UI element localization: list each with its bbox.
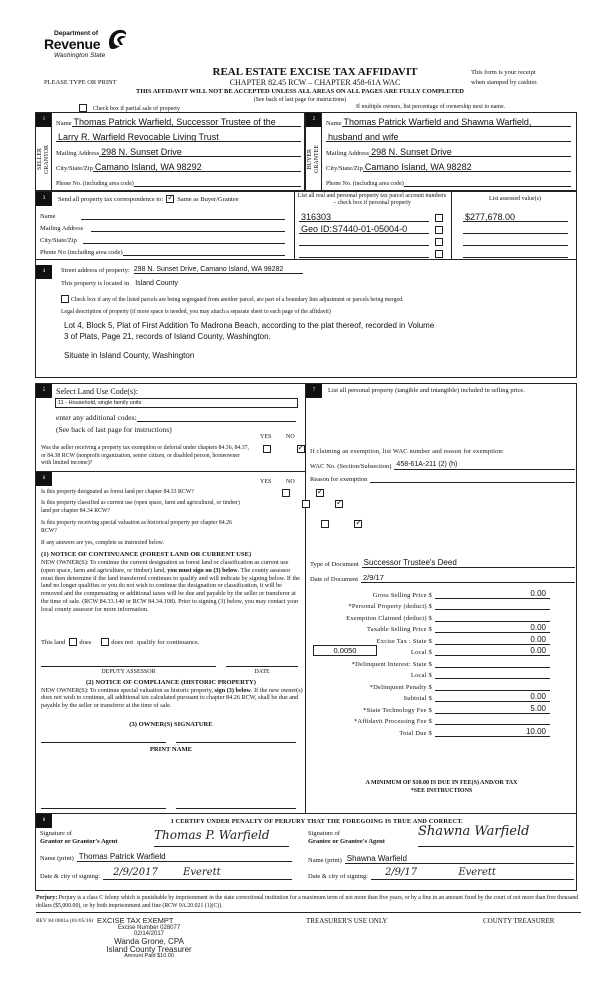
fee-row-state-tax: Excise Tax : State $ 0.00 (340, 633, 550, 645)
corr-mailing-field[interactable] (91, 222, 285, 232)
parcel-number-field[interactable]: Geo ID:S7440-01-05004-0 (299, 224, 429, 234)
grantor-name-field[interactable]: Thomas Patrick Warfield (77, 852, 292, 862)
grantee-name-field[interactable]: Shawna Warfield (345, 854, 574, 864)
form-title: REAL ESTATE EXCISE TAX AFFIDAVIT (212, 66, 418, 78)
parcel-list (294, 192, 577, 260)
corr-name-row: Name (40, 210, 285, 220)
fee-row-delinq-int-state: *Delinquent Interest: State $ (340, 656, 550, 668)
print-name-line-2[interactable] (176, 808, 296, 809)
stamp-line1: EXCISE TAX EXEMPT (97, 916, 174, 925)
assessed-header: List assessed value(s) (489, 196, 541, 202)
seller-phone-row: Phone No. (including area code) (56, 177, 301, 187)
street-address-field[interactable]: 298 N. Sunset Drive, Camano Island, WA 98282 (134, 266, 304, 274)
buyer-mailing-field[interactable]: 298 N. Sunset Drive (369, 147, 571, 157)
exemption-question: Was the seller receiving a property tax exemption or deferral under chapters 84.36, 84.37, or 84.38 RCW (nonprofit organization, senior citizen, or disabled person, homeowner with limited income)? (41, 445, 249, 466)
logo-line3: Washington State (54, 52, 106, 59)
minimum-note: A MINIMUM OF $10.00 IS DUE IN FEE(S) AND/OR TAX (365, 780, 518, 786)
reason-row: Reason for exemption (310, 473, 575, 483)
buyer-city-row: City/State/Zip Camano Island, WA 98282 (326, 162, 571, 172)
stamp-line4: Wanda Grone, CPA (114, 937, 184, 946)
deputy-assessor-label: DEPUTY ASSESSOR (101, 669, 156, 675)
personal-property-checkbox[interactable] (435, 214, 443, 222)
print-name-line[interactable] (41, 808, 166, 809)
seller-mailing-row: Mailing Address 298 N. Sunset Drive (56, 147, 301, 157)
section-number: 6 (36, 472, 52, 486)
fee-value[interactable] (435, 681, 550, 691)
perjury-notice: Perjury: Perjury is a class C felony which is punishable by imprisonment in the state correctional institution for a maximum term of not more than five years, or by a fine in an amount fixed by the court of not more than five thousand dollars ($5,000.00), or by both imprisonment and fine (RCW 9A.20.021 (1)(C)). (36, 895, 581, 913)
logo-line2: Revenue (44, 36, 101, 52)
forest-yes-checkbox[interactable] (282, 489, 290, 497)
fee-value[interactable]: 0.00 (435, 623, 550, 633)
notice-continuance-title: (1) NOTICE OF CONTINUANCE (FOREST LAND OR CURRENT USE) (41, 551, 252, 558)
grantee-name-row: Name (print) Shawna Warfield (308, 854, 574, 864)
grantor-label: GRANTOR (43, 144, 50, 174)
if-yes-note: If any answers are yes, complete as instructed below. (41, 540, 164, 546)
wac-row: WAC No. (Section/Subsection) 458-61A-211 (2) (h) (310, 460, 575, 470)
grantor-signature[interactable]: Thomas P. Warfield (154, 828, 289, 847)
owner-signature-line[interactable] (41, 742, 166, 743)
corr-city-row: City/State/Zip (40, 234, 285, 244)
grantor-name-row: Name (print) Thomas Patrick Warfield (40, 852, 292, 862)
buyer-city-field[interactable]: Camano Island, WA 98282 (363, 162, 571, 172)
seller-city-row: City/State/Zip Camano Island, WA 98292 (56, 162, 301, 172)
deputy-assessor-line[interactable] (41, 666, 216, 667)
legal-description-line1[interactable]: Lot 4, Block 5, Plat of First Addition To Madrona Beach, according to the plat thereof, recorded in Volume (64, 321, 435, 330)
print-name-label: PRINT NAME (149, 746, 193, 753)
doc-date-field[interactable]: 2/9/17 (361, 573, 575, 583)
receipt-note-2: when stamped by cashier. (471, 79, 538, 86)
this-land-row: This land does does not qualify for continuance. (41, 639, 200, 646)
no-header: NO (286, 434, 295, 440)
local-rate-field[interactable]: 0.0050 (313, 645, 377, 656)
grantor-sig-label-2: Grantor or Grantor's Agent (40, 838, 118, 845)
fee-value[interactable]: 0.00 (435, 646, 550, 656)
form-subtitle: CHAPTER 82.45 RCW – CHAPTER 458-61A WAC (229, 78, 401, 87)
fee-value[interactable] (435, 715, 550, 725)
corr-name-field[interactable] (81, 210, 285, 220)
doc-type-row: Type of Document Successor Trustee's Deed (310, 558, 575, 568)
assessed-value-field[interactable]: $277,678.00 (463, 212, 568, 222)
buyer-mailing-row: Mailing Address 298 N. Sunset Drive (326, 147, 571, 157)
fee-value[interactable]: 0.00 (435, 635, 550, 645)
dor-logo (44, 28, 134, 68)
grantor-date-city-field[interactable]: 2/9/2017 Everett (103, 866, 292, 880)
grantee-date-city-field[interactable]: 2/9/17 Everett (371, 866, 574, 880)
fee-value[interactable]: 0.00 (435, 589, 550, 599)
fee-row-processing-fee: *Affidavit Processing Fee $ (340, 714, 550, 726)
doc-date-row: Date of Document 2/9/17 (310, 573, 575, 583)
legal-description-line3[interactable]: Situate in Island County, Washington (64, 351, 195, 360)
dor-swoosh-icon (106, 28, 128, 52)
exemption-no-checkbox[interactable] (297, 445, 305, 453)
buyer-label: BUYER (307, 148, 313, 170)
parcel-number-field[interactable] (299, 248, 429, 258)
buyer-phone-field[interactable] (404, 177, 571, 187)
fee-row-exemption: Exemption Claimed (deduct) $ (340, 610, 550, 622)
buyer-name-row-2 (326, 132, 571, 142)
section-2-box (305, 112, 577, 191)
grantee-sig-label-2: Grantee or Grantee's Agent (308, 838, 385, 845)
section-4 (35, 260, 577, 378)
county-field[interactable]: Island County (135, 280, 179, 287)
parcel-header: List all real and personal property tax parcel account numbers – check box if personal property (297, 193, 447, 206)
fee-value[interactable]: 10.00 (435, 727, 550, 737)
legal-description-line2[interactable]: 3 of Plats, Page 21, records of Island County, Washington. (64, 332, 271, 341)
buyer-phone-row: Phone No. (including area code) (326, 177, 571, 187)
section-number: 4 (36, 265, 52, 279)
form-number: REV 84 0001a (01/05/16) (36, 918, 94, 924)
buyer-name-field-2[interactable]: husband and wife (326, 132, 571, 142)
current-use-question: Is this property classified as current use (open space, farm and agricultural, or timber) land per chapter 84.34 RCW? (41, 500, 240, 514)
legal-description-label: Legal description of property (if more space is needed, you may attach a separate sheet to each page of the affidavit) (61, 309, 331, 315)
notice-compliance-title: (2) NOTICE OF COMPLIANCE (HISTORIC PROPERTY) (86, 679, 256, 686)
logo-line1: Department of (54, 30, 99, 37)
historical-question: Is this property receiving special valuation as historical property per chapter 84.26 RCW? (41, 520, 232, 534)
section-3-box (35, 191, 577, 260)
yes-header: YES (260, 434, 272, 440)
exemption-intro: If claiming an exemption, list WAC number and reason for exemption: (310, 448, 504, 455)
buyer-name-row: Name Thomas Patrick Warfield and Shawna Warfield, (326, 117, 571, 127)
does-checkbox[interactable] (69, 638, 77, 646)
seller-name-row-2 (56, 132, 301, 142)
see-back-instructions: (See back of last page for instructions) (56, 425, 172, 434)
grantee-signature[interactable]: Shawna Warfield (418, 824, 574, 847)
additional-codes-row: enter any additional codes: (56, 412, 296, 422)
fee-value[interactable]: 0.00 (435, 692, 550, 702)
section-1-box (35, 112, 305, 191)
parcel-number-field[interactable]: 316303 (299, 212, 429, 222)
land-use-select-label: Select Land Use Code(s): (56, 387, 138, 396)
no-header: NO (286, 479, 295, 485)
tax-correspondence-row: Send all property tax correspondence to: ✓ Same as Buyer/Grantee (58, 195, 239, 203)
does-not-checkbox[interactable] (101, 638, 109, 646)
corr-phone-field[interactable] (123, 246, 285, 256)
same-as-buyer-checkbox[interactable] (166, 195, 174, 203)
left-column-box (35, 383, 306, 813)
fee-row-local-tax: 0.0050 Local $ 0.00 (340, 645, 550, 657)
fee-row-taxable: Taxable Selling Price $ 0.00 (340, 622, 550, 634)
seller-label: SELLER (36, 148, 43, 170)
seller-name-field-2[interactable]: Larry R. Warfield Revocable Living Trust (56, 132, 301, 142)
receipt-note-1: This form is your receipt (471, 69, 536, 76)
section-number: 1 (36, 113, 52, 127)
fee-row-subtotal: Subtotal $ 0.00 (340, 691, 550, 703)
section-7-box (306, 383, 577, 813)
fee-row-tech-fee: *State Technology Fee $ 5.00 (340, 702, 550, 714)
please-type: PLEASE TYPE OR PRINT (44, 79, 117, 86)
corr-phone-row: Phone No (including area code) (40, 246, 285, 256)
fee-row-delinq-int-local: Local $ (340, 668, 550, 680)
yes-header: YES (260, 479, 272, 485)
located-row: This property is located in Island County (61, 280, 179, 287)
stamp-line3: 02/14/2017 (133, 931, 165, 937)
section-number: 8 (36, 814, 52, 828)
personal-property-checkbox[interactable] (435, 226, 443, 234)
seller-name-row: Name Thomas Patrick Warfield, Successor Trustee of the (56, 117, 301, 127)
grantor-sig-label-1: Signature of (40, 830, 72, 837)
grantee-label: GRANTEE (314, 145, 320, 173)
section-8 (35, 813, 577, 891)
section-number: 7 (306, 384, 322, 398)
partial-sale-label: Check box if partial sale of property (93, 106, 180, 112)
doc-type-field[interactable]: Successor Trustee's Deed (362, 558, 575, 568)
fee-row-personal: *Personal Property (deduct) $ (340, 599, 550, 611)
partial-sale-checkbox-row (79, 104, 180, 112)
notice-continuance-text: NEW OWNER(S): To continue the current designation as forest land or classification as current use (open space, farm and agriculture, or timber) land, you must sign on (3) below. The county assessor must then determine if the land transferred continues to qualify and will indicate by signing below. If the land no longer qualifies or you do not wish to continue the designation or classification, it will be removed and the compensating or additional taxes will be due and payable by the seller or transferor at the time of sale. (RCW 84.33.140 or RCW 84.34.108). Prior to signing (3) below, you may contact your local county assessor for more information. (41, 559, 301, 613)
fee-row-total-due: Total Due $ 10.00 (340, 725, 550, 737)
land-use-select[interactable]: 11 - Household, single family units (55, 398, 298, 408)
wac-field[interactable]: 458-61A-211 (2) (h) (394, 460, 575, 470)
grantee-date-row: Date & city of signing: 2/9/17 Everett (308, 866, 574, 880)
grantor-date-row: Date & city of signing: 2/9/2017 Everett (40, 866, 292, 880)
exemption-yes-checkbox[interactable] (263, 445, 271, 453)
warning-text: THIS AFFIDAVIT WILL NOT BE ACCEPTED UNLESS ALL AREAS ON ALL PAGES ARE FULLY COMPLETED (136, 88, 464, 95)
section-number: 3 (36, 192, 52, 206)
stamp-line6: Amount Paid $10.00 (124, 953, 174, 959)
county-treasurer: COUNTY TREASURER (483, 917, 555, 925)
personal-property-checkbox[interactable] (435, 250, 443, 258)
owner-signature-line-2[interactable] (176, 742, 296, 743)
parcel-row (299, 210, 574, 258)
grantee-sig-label-1: Signature of (308, 830, 340, 837)
fee-value[interactable] (435, 612, 550, 622)
corr-city-field[interactable] (83, 234, 285, 244)
seller-name-field[interactable]: Thomas Patrick Warfield, Successor Trustee of the (72, 117, 301, 127)
stamp-line5: Island County Treasurer (106, 945, 192, 954)
buyer-name-field[interactable]: Thomas Patrick Warfield and Shawna Warfield, (342, 117, 571, 127)
fee-value[interactable] (435, 658, 550, 668)
personal-property-checkbox[interactable] (435, 238, 443, 246)
stamp-line2: Excise Number 028077 (117, 925, 181, 931)
parcel-number-field[interactable] (299, 236, 429, 246)
fee-table (333, 587, 550, 737)
additional-codes-field[interactable] (137, 412, 296, 422)
section-number: 2 (306, 113, 322, 127)
personal-property-label: List all personal property (tangible and intangible) included in selling price. (328, 387, 525, 394)
fee-value[interactable] (435, 600, 550, 610)
forest-question: Is this property designated as forest land per chapter 84.33 RCW? (41, 489, 194, 495)
assessed-value-field[interactable] (463, 236, 568, 246)
assessed-value-field[interactable] (463, 248, 568, 258)
segregated-checkbox[interactable] (61, 295, 69, 303)
notice-compliance-text: NEW OWNER(S): To continue special valuation as historic property, sign (3) below. If the new owner(s) does not wish to continue, all additional tax calculated pursuant to chapter 84.26 RCW, shall be due and payable by the seller or transferor at the time of sale. (41, 687, 303, 709)
reason-field[interactable] (370, 473, 575, 483)
assessed-value-field[interactable] (463, 224, 568, 234)
owner-signature-title: (3) OWNER(S) SIGNATURE (129, 721, 213, 728)
street-address-row: Street address of property: 298 N. Sunset Drive, Camano Island, WA 98282 (61, 266, 303, 274)
treasurer-use-only: TREASURER'S USE ONLY (306, 917, 388, 925)
seller-phone-field[interactable] (134, 177, 301, 187)
treasurer-stamp (97, 916, 194, 959)
date-line[interactable] (226, 666, 298, 667)
date-label: DATE (254, 669, 270, 675)
fee-row-delinq-penalty: *Delinquent Penalty $ (340, 679, 550, 691)
corr-mailing-row: Mailing Address (40, 222, 285, 232)
see-instructions: *SEE INSTRUCTIONS (410, 788, 473, 794)
segregated-row: Check box if any of the listed parcels are being segregated from another parcel, are part of a boundary line adjustment or parcels being merged. (61, 295, 403, 303)
certify-statement: I CERTIFY UNDER PENALTY OF PERJURY THAT THE FOREGOING IS TRUE AND CORRECT. (171, 818, 463, 825)
multiple-owners-note: If multiple owners, list percentage of ownership next to name. (356, 104, 506, 110)
see-back-note: (See back of last page for instructions) (253, 97, 347, 103)
section-number: 5 (36, 384, 52, 398)
fee-value[interactable]: 5.00 (435, 704, 550, 714)
fee-value[interactable] (435, 669, 550, 679)
partial-sale-checkbox[interactable] (79, 104, 87, 112)
fee-row-gross: Gross Selling Price $ 0.00 (340, 587, 550, 599)
seller-city-field[interactable]: Camano Island, WA 98292 (93, 162, 301, 172)
seller-mailing-field[interactable]: 298 N. Sunset Drive (99, 147, 301, 157)
